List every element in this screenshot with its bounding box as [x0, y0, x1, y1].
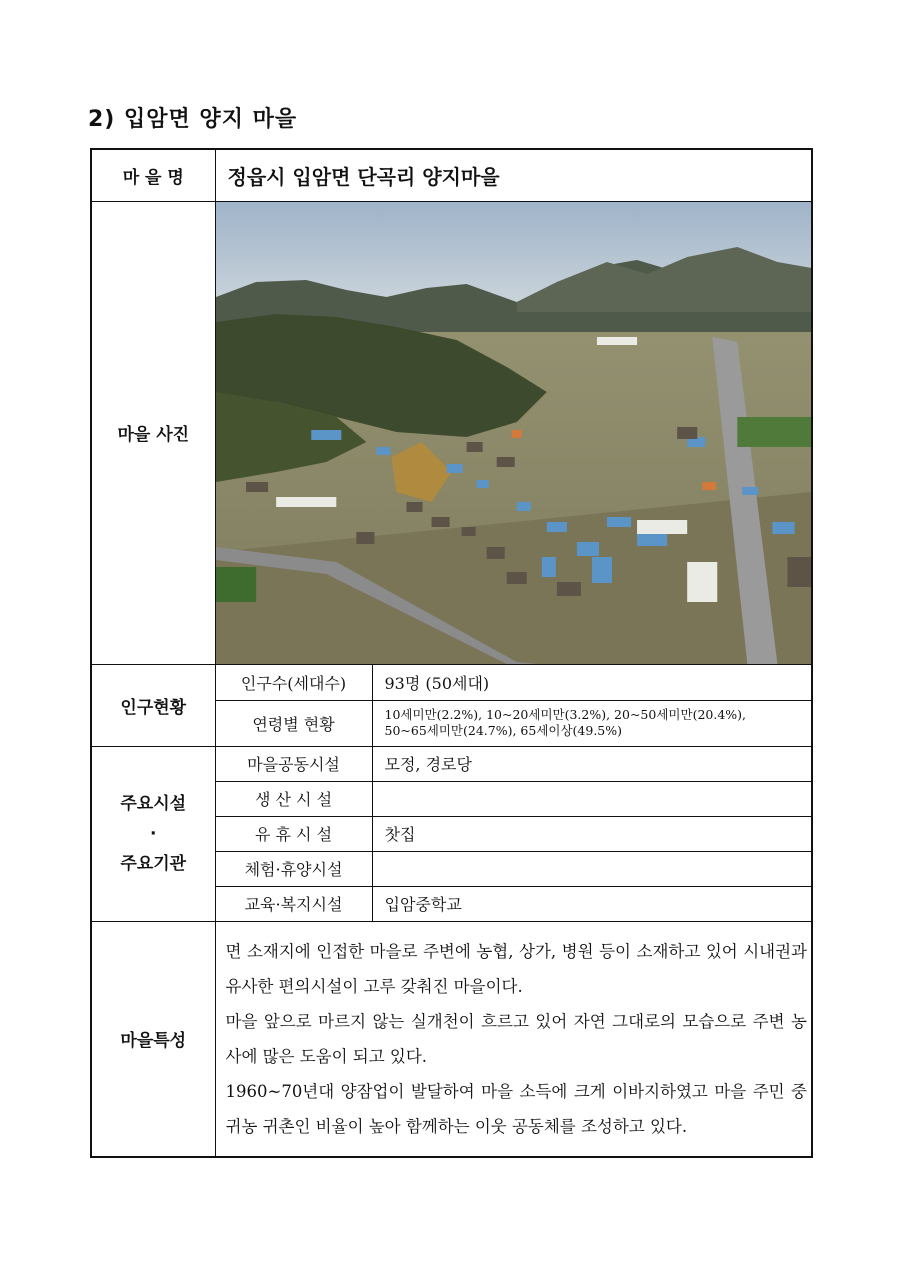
- population-count-label: 인구수(세대수): [215, 664, 372, 700]
- photo-label: 마을 사진: [91, 201, 215, 664]
- village-name-value: 정읍시 입암면 단곡리 양지마을: [215, 149, 812, 201]
- facilities-label-line-1: 주요시설: [120, 793, 187, 814]
- photo-cell: [215, 201, 812, 664]
- characteristics-paragraph: 마을 앞으로 마르지 않는 실개천이 흐르고 있어 자연 그대로의 모습으로 주변 농사에 많은 도움이 되고 있다.: [225, 1011, 807, 1066]
- village-name-label: 마 을 명: [91, 149, 215, 201]
- population-count-value: 93명 (50세대): [372, 664, 812, 700]
- facility-label: 마을공동시설: [215, 746, 372, 781]
- population-label: 인구현황: [91, 664, 215, 746]
- facilities-label-dot: ·: [150, 823, 157, 844]
- village-info-table: [90, 148, 813, 1158]
- section-heading: 2) 입암면 양지 마을: [88, 107, 298, 132]
- age-distribution-line-2: 50~65세미만(24.7%), 65세이상(49.5%): [384, 723, 623, 738]
- facility-value: 모정, 경로당: [372, 746, 812, 781]
- facility-value: [372, 781, 812, 816]
- facility-value: 입암중학교: [372, 886, 812, 921]
- age-distribution-line-1: 10세미만(2.2%), 10~20세미만(3.2%), 20~50세미만(20.4%),: [384, 707, 747, 722]
- facilities-label: [91, 746, 215, 921]
- facility-label: 생 산 시 설: [215, 781, 372, 816]
- photo-row: [91, 201, 812, 664]
- facility-value: 찻집: [372, 816, 812, 851]
- facility-value: [372, 851, 812, 886]
- village-name-row: [91, 149, 812, 201]
- age-distribution-label: 연령별 현황: [215, 700, 372, 746]
- facility-label: 유 휴 시 설: [215, 816, 372, 851]
- population-count-row: [91, 664, 812, 700]
- village-aerial-photo: [216, 202, 812, 664]
- facilities-label-line-2: 주요기관: [120, 853, 187, 874]
- characteristics-paragraph: 면 소재지에 인접한 마을로 주변에 농협, 상가, 병원 등이 소재하고 있어 시내권과 유사한 편의시설이 고루 갖춰진 마을이다.: [225, 941, 807, 996]
- age-distribution-value: [372, 700, 812, 746]
- facility-label: 교육·복지시설: [215, 886, 372, 921]
- characteristics-row: [91, 921, 812, 1157]
- facility-row: [91, 746, 812, 781]
- characteristics-paragraph: 1960~70년대 양잠업이 발달하여 마을 소득에 크게 이바지하였고 마을 주민 중 귀농 귀촌인 비율이 높아 함께하는 이웃 공동체를 조성하고 있다.: [225, 1081, 807, 1136]
- facility-label: 체험·휴양시설: [215, 851, 372, 886]
- characteristics-text: [215, 921, 812, 1157]
- characteristics-label: 마을특성: [91, 921, 215, 1157]
